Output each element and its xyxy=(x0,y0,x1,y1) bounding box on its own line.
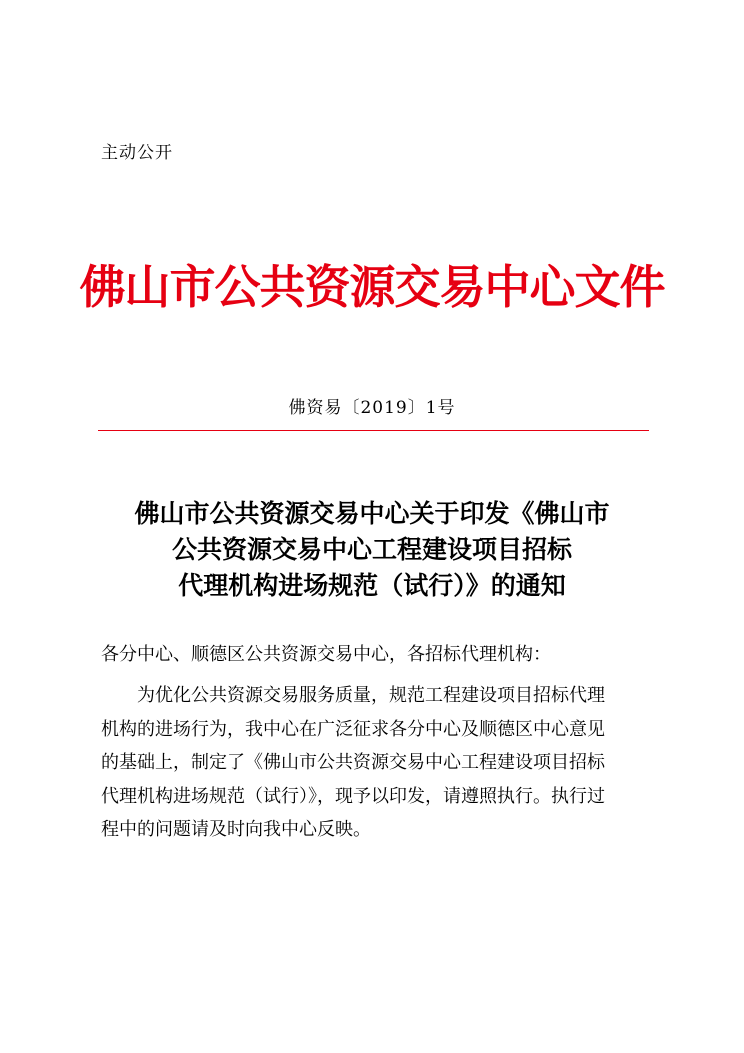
disclosure-label: 主动公开 xyxy=(101,143,173,163)
document-number: 佛资易〔2019〕1号 xyxy=(288,398,456,418)
body-line-2: 机构的进场行为，我中心在广泛征求各分中心及顺德区中心意见 xyxy=(101,718,605,740)
body-paragraph xyxy=(101,679,661,847)
notice-title-line-3: 代理机构进场规范（试行）》的通知 xyxy=(178,571,566,600)
notice-title-line-2: 公共资源交易中心工程建设项目招标 xyxy=(171,535,572,564)
header-red-rule xyxy=(98,430,649,431)
salutation: 各分中心、顺德区公共资源交易中心，各招标代理机构： xyxy=(101,644,551,665)
body-line-3: 的基础上，制定了《佛山市公共资源交易中心工程建设项目招标 xyxy=(101,752,605,773)
body-line-5: 程中的问题请及时向我中心反映。 xyxy=(101,819,371,840)
notice-title-line-1: 佛山市公共资源交易中心关于印发《佛山市 xyxy=(134,499,610,528)
body-line-1: 为优化公共资源交易服务质量，规范工程建设项目招标代理 xyxy=(101,685,605,706)
notice-title xyxy=(0,496,744,604)
body-line-4: 代理机构进场规范（试行）》，现予以印发，请遵照执行。执行过 xyxy=(101,785,605,807)
document-header-title: 佛山市公共资源交易中心文件 xyxy=(79,260,665,314)
